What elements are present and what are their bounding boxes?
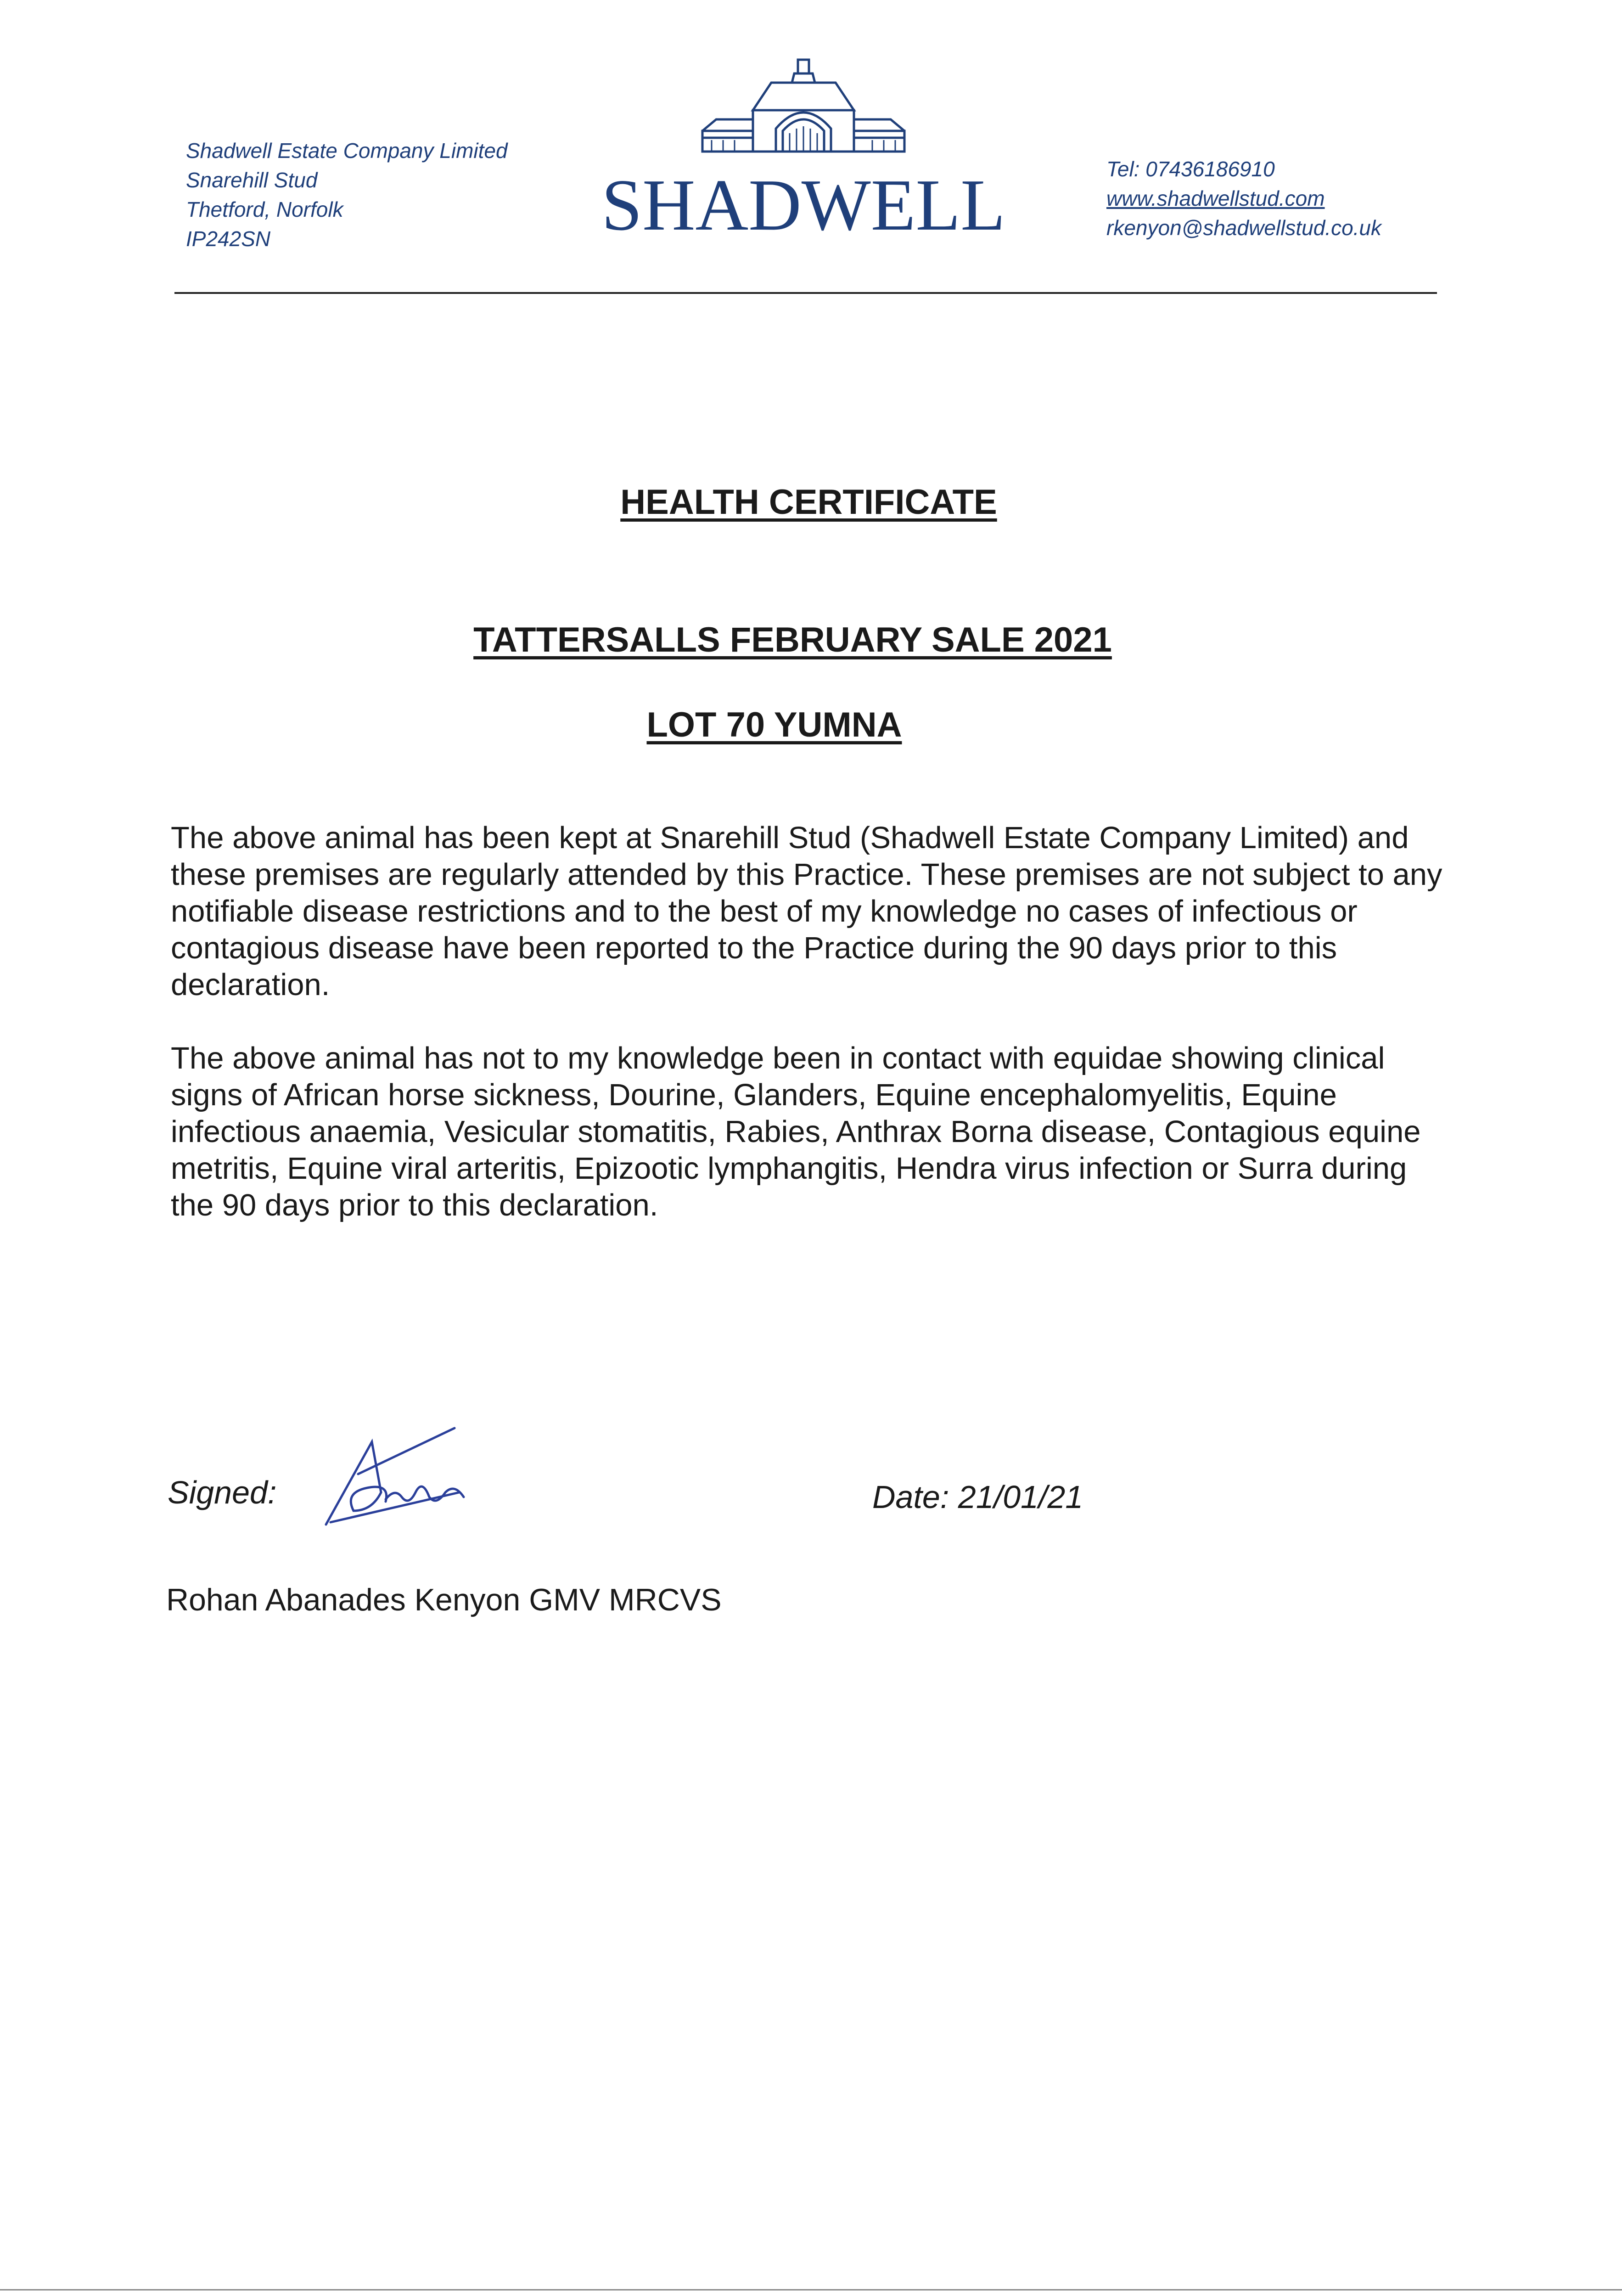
sender-address [186,136,508,253]
body-paragraph: The above animal has been kept at Snarehill Stud (Shadwell Estate Company Limited) and these premises are regularly attended by this Practice. These premises are not subject to any notifiable disease restrictions and to the best of my knowledge no cases of infectious or contagious disease have been reported to the Practice during the 90 days prior to this declaration. [171,821,1442,1002]
handwritten-signature [317,1424,473,1534]
address-line: Thetford, Norfolk [186,197,343,221]
website-link[interactable]: www.shadwellstud.com [1106,186,1325,210]
sale-heading: TATTERSALLS FEBRUARY SALE 2021 [473,620,1112,659]
header-divider [174,292,1437,294]
logo-wordmark: SHADWELL [601,164,1005,246]
shadwell-logo [597,51,1010,262]
contact-details [1106,154,1381,242]
phone-number: Tel: 07436186910 [1106,157,1275,181]
gatehouse-icon [597,51,1010,262]
address-line: Snarehill Stud [186,168,318,192]
lot-heading: LOT 70 YUMNA [646,705,902,744]
email-address: rkenyon@shadwellstud.co.uk [1106,216,1382,240]
scan-edge-line [0,2289,1622,2290]
address-line: Shadwell Estate Company Limited [186,139,508,163]
address-line: IP242SN [186,227,271,251]
body-paragraph: The above animal has not to my knowledge been in contact with equidae showing clinical signs of African horse sickness, Dourine, Glanders, Equine encephalomyelitis, Equine infectious anaemia, Vesicular stomatitis, Rabies, Anthrax Borna disease, Contagious equine metritis, Equine viral arteritis, Epizootic lymphangitis, Hendra virus infection or Surra during the 90 days prior to this declaration. [171,1041,1421,1222]
certificate-title: HEALTH CERTIFICATE [620,483,997,522]
signature-date: Date: 21/01/21 [872,1479,1083,1515]
signatory-name: Rohan Abanades Kenyon GMV MRCVS [166,1582,722,1617]
signed-label: Signed: [168,1474,277,1510]
